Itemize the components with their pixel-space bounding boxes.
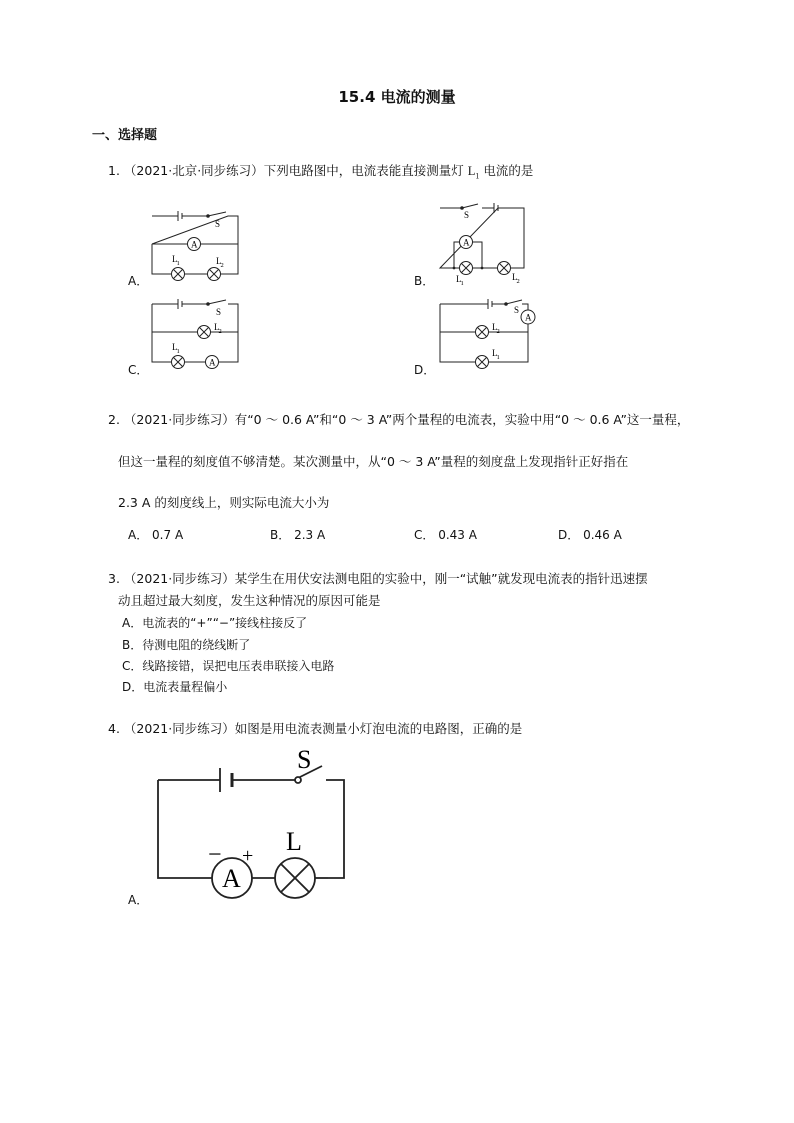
- svg-text:1: 1: [176, 348, 180, 355]
- svg-text:−: −: [208, 842, 222, 868]
- question-2-line-2: 但这一量程的刻度值不够清楚。某次测量中，从“0 ～ 3 A”量程的刻度盘上发现指针正好指在: [118, 454, 629, 469]
- svg-text:+: +: [242, 845, 254, 867]
- question-4-text: （2021·同步练习）如图是用电流表测量小灯泡电流的电路图，正确的是: [123, 721, 523, 736]
- q2-option-a[interactable]: A． 0.7 A: [128, 528, 184, 542]
- q1-circuit-c-diagram: [146, 294, 246, 374]
- svg-text:A: A: [191, 239, 198, 250]
- svg-text:1: 1: [460, 280, 464, 286]
- question-1: [108, 162, 533, 186]
- svg-text:S: S: [215, 219, 221, 229]
- q2-option-d[interactable]: D． 0.46 A: [558, 528, 622, 542]
- svg-text:L: L: [512, 272, 518, 282]
- svg-text:2: 2: [516, 278, 520, 285]
- svg-text:2: 2: [496, 328, 500, 335]
- question-2-text-1: （2021·同步练习）有“0 ～ 0.6 A”和“0 ～ 3 A”两个量程的电流表，实验中用“0 ～ 0.6 A”这一量程，: [123, 412, 690, 427]
- question-3-number: 3.: [108, 571, 120, 586]
- q1-option-a-label[interactable]: A．: [128, 274, 149, 288]
- svg-text:S: S: [297, 745, 312, 774]
- question-2-line-1: [108, 411, 689, 429]
- q4-circuit-a-diagram: [150, 740, 360, 900]
- svg-text:S: S: [216, 307, 222, 317]
- question-3-line-2: 动且超过最大刻度，发生这种情况的原因可能是: [118, 593, 381, 608]
- question-3-line-1: [108, 570, 648, 588]
- question-4: [108, 720, 522, 738]
- question-1-tail: 电流的是: [483, 163, 534, 178]
- q1-circuit-a-diagram: [146, 204, 246, 284]
- q4-option-a-label[interactable]: A．: [128, 893, 149, 907]
- svg-text:L: L: [286, 827, 302, 856]
- svg-text:1: 1: [176, 260, 180, 267]
- svg-text:A: A: [463, 237, 470, 248]
- q3-option-b[interactable]: B．待测电阻的绕线断了: [122, 638, 251, 652]
- svg-text:2: 2: [220, 262, 224, 269]
- section-heading: 一、选择题: [92, 128, 158, 143]
- svg-text:L: L: [214, 322, 220, 332]
- q3-option-d[interactable]: D．电流表量程偏小: [122, 680, 228, 694]
- page-title: 15.4 电流的测量: [338, 88, 456, 106]
- question-1-number: 1.: [108, 163, 120, 178]
- svg-text:1: 1: [496, 354, 500, 361]
- svg-text:L: L: [492, 322, 498, 332]
- svg-text:2: 2: [218, 328, 222, 335]
- question-3-text-1: （2021·同步练习）某学生在用伏安法测电阻的实验中，刚一“试触”就发现电流表的指针迅速摆: [123, 571, 648, 586]
- q3-option-c[interactable]: C．线路接错，误把电压表串联接入电路: [122, 659, 335, 673]
- q1-option-c-label[interactable]: C．: [128, 363, 149, 377]
- question-2-number: 2.: [108, 412, 120, 427]
- svg-text:L: L: [216, 256, 222, 266]
- q1-option-b-label[interactable]: B．: [414, 274, 435, 288]
- question-2-line-3: 2.3 A 的刻度线上，则实际电流大小为: [118, 495, 330, 510]
- question-1-text: 下列电路图中，电流表能直接测量灯: [263, 163, 464, 178]
- q1-circuit-d-diagram: [432, 294, 542, 374]
- question-1-source: （2021·北京·同步练习）: [123, 163, 264, 178]
- question-4-number: 4.: [108, 721, 120, 736]
- svg-text:S: S: [464, 210, 470, 220]
- svg-text:L: L: [172, 342, 178, 352]
- svg-text:L: L: [492, 348, 498, 358]
- q1-circuit-b-diagram: [432, 200, 532, 286]
- svg-text:S: S: [514, 305, 520, 315]
- svg-text:A: A: [222, 864, 241, 893]
- q1-option-d-label[interactable]: D．: [414, 363, 436, 377]
- svg-text:A: A: [209, 357, 216, 368]
- svg-text:A: A: [525, 312, 532, 323]
- q2-option-c[interactable]: C． 0.43 A: [414, 528, 477, 542]
- q2-option-b[interactable]: B． 2.3 A: [270, 528, 326, 542]
- q3-option-a[interactable]: A．电流表的“+”“−”接线柱接反了: [122, 616, 308, 630]
- svg-text:L: L: [172, 254, 178, 264]
- svg-text:L: L: [456, 274, 462, 284]
- question-1-lamp: $L_1$: [467, 164, 480, 181]
